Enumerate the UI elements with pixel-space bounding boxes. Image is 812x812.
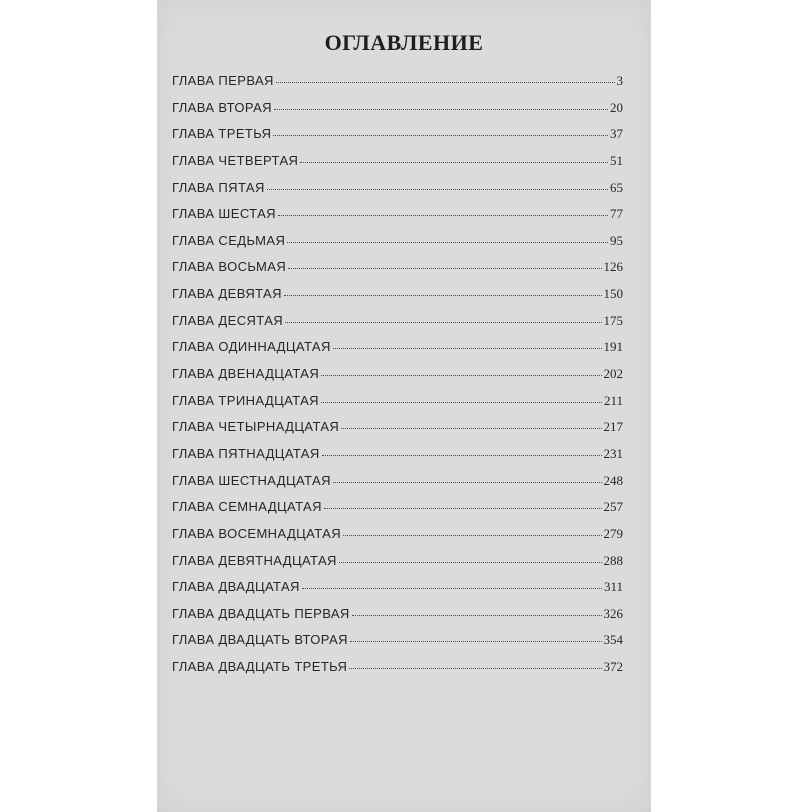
- toc-entry-label: ГЛАВА ДЕСЯТАЯ: [172, 312, 284, 328]
- toc-entry-label: ГЛАВА ДЕВЯТАЯ: [172, 286, 282, 302]
- toc-entry: [172, 180, 623, 207]
- toc-entry-page: 372: [603, 659, 623, 675]
- dot-leader: [341, 428, 601, 429]
- toc-entry-label: ГЛАВА ВОСЕМНАДЦАТАЯ: [172, 525, 342, 541]
- toc-entry-page: 354: [603, 632, 623, 648]
- toc-entry: [172, 126, 623, 153]
- toc-entry-page: 150: [603, 286, 623, 302]
- toc-entry-page: 77: [610, 206, 623, 222]
- toc-entry-label: ГЛАВА СЕДЬМАЯ: [172, 232, 286, 248]
- dot-leader: [285, 322, 601, 323]
- dot-leader: [339, 562, 602, 563]
- toc-entry-label: ГЛАВА ШЕСТНАДЦАТАЯ: [172, 472, 331, 488]
- dot-leader: [300, 162, 608, 163]
- toc-entry-label: ГЛАВА ШЕСТАЯ: [172, 206, 276, 222]
- toc-entry-page: 3: [616, 73, 623, 88]
- toc-entry-page: 191: [603, 339, 623, 355]
- toc-entry: [172, 73, 623, 100]
- toc-entry: [172, 526, 623, 553]
- toc-entry: [172, 393, 623, 420]
- page-title: ОГЛАВЛЕНИЕ: [324, 30, 484, 55]
- toc-entry-label: ГЛАВА СЕМНАДЦАТАЯ: [172, 499, 322, 515]
- dot-leader: [322, 455, 602, 456]
- dot-leader: [333, 482, 602, 483]
- toc-entry: [172, 259, 623, 286]
- toc-entry-page: 51: [610, 152, 623, 168]
- toc-entry-label: ГЛАВА ТРЕТЬЯ: [172, 126, 272, 142]
- toc-entry-page: 126: [603, 259, 623, 275]
- toc-entry-label: ГЛАВА ТРИНАДЦАТАЯ: [172, 392, 319, 408]
- toc-entry-page: 311: [603, 579, 623, 595]
- dot-leader: [278, 215, 608, 216]
- toc-entry-page: 257: [603, 499, 623, 515]
- toc-entry: [172, 659, 623, 686]
- dot-leader: [321, 375, 601, 376]
- toc-entry: [172, 339, 623, 366]
- dot-leader: [350, 641, 602, 642]
- toc-entry: [172, 100, 623, 127]
- toc-entry: [172, 606, 623, 633]
- toc-entry: [172, 206, 623, 233]
- toc-entry-page: 217: [603, 419, 623, 435]
- toc-entry-label: ГЛАВА ДВАДЦАТЬ ТРЕТЬЯ: [172, 659, 348, 675]
- dot-leader: [273, 135, 608, 136]
- toc-entry: [172, 499, 623, 526]
- toc-entry-page: 326: [603, 605, 623, 621]
- toc-entry: [172, 286, 623, 313]
- toc-entry-page: 65: [610, 179, 623, 195]
- dot-leader: [284, 295, 602, 296]
- toc-entry-page: 20: [610, 99, 623, 115]
- toc-entry: [172, 553, 623, 580]
- dot-leader: [267, 189, 608, 190]
- dot-leader: [333, 348, 602, 349]
- dot-leader: [352, 615, 602, 616]
- dot-leader: [324, 508, 602, 509]
- toc-entry-label: ГЛАВА ВТОРАЯ: [172, 99, 272, 115]
- dot-leader: [349, 668, 601, 669]
- toc-entry-label: ГЛАВА ЧЕТВЕРТАЯ: [172, 152, 299, 168]
- toc-entry: [172, 579, 623, 606]
- toc-entry-label: ГЛАВА ДВАДЦАТАЯ: [172, 579, 300, 595]
- toc-entry-page: 37: [610, 126, 623, 142]
- toc-entry: [172, 153, 623, 180]
- dot-leader: [343, 535, 601, 536]
- toc-entry: [172, 233, 623, 260]
- toc-entry-label: ГЛАВА ДВЕНАДЦАТАЯ: [172, 366, 320, 382]
- toc-entry-label: ГЛАВА ВОСЬМАЯ: [172, 259, 287, 275]
- dot-leader: [276, 82, 615, 83]
- toc-entry-page: 279: [603, 525, 623, 541]
- toc-entry-page: 95: [610, 232, 623, 248]
- toc-entry: [172, 446, 623, 473]
- toc-entry-label: ГЛАВА ДЕВЯТНАДЦАТАЯ: [172, 552, 337, 568]
- toc-entry: [172, 632, 623, 659]
- table-of-contents: [172, 73, 623, 686]
- dot-leader: [302, 588, 602, 589]
- toc-entry-label: ГЛАВА ДВАДЦАТЬ ВТОРАЯ: [172, 632, 348, 648]
- toc-entry: [172, 473, 623, 500]
- dot-leader: [274, 109, 608, 110]
- toc-entry: [172, 366, 623, 393]
- toc-entry-page: 231: [603, 445, 623, 461]
- dot-leader: [287, 242, 608, 243]
- dot-leader: [321, 402, 602, 403]
- toc-entry-label: ГЛАВА ПЯТНАДЦАТАЯ: [172, 445, 320, 461]
- dot-leader: [288, 268, 601, 269]
- toc-entry: [172, 419, 623, 446]
- toc-entry: [172, 313, 623, 340]
- toc-entry-page: 175: [603, 312, 623, 328]
- toc-entry-label: ГЛАВА ПЯТАЯ: [172, 179, 265, 195]
- book-page: [157, 0, 651, 812]
- toc-entry-page: 202: [603, 366, 623, 382]
- toc-entry-label: ГЛАВА ОДИННАДЦАТАЯ: [172, 339, 331, 355]
- toc-entry-page: 288: [603, 552, 623, 568]
- toc-entry-page: 211: [603, 392, 623, 408]
- toc-entry-label: ГЛАВА ПЕРВАЯ: [172, 73, 274, 88]
- toc-entry-label: ГЛАВА ДВАДЦАТЬ ПЕРВАЯ: [172, 605, 350, 621]
- toc-entry-page: 248: [603, 472, 623, 488]
- toc-entry-label: ГЛАВА ЧЕТЫРНАДЦАТАЯ: [172, 419, 340, 435]
